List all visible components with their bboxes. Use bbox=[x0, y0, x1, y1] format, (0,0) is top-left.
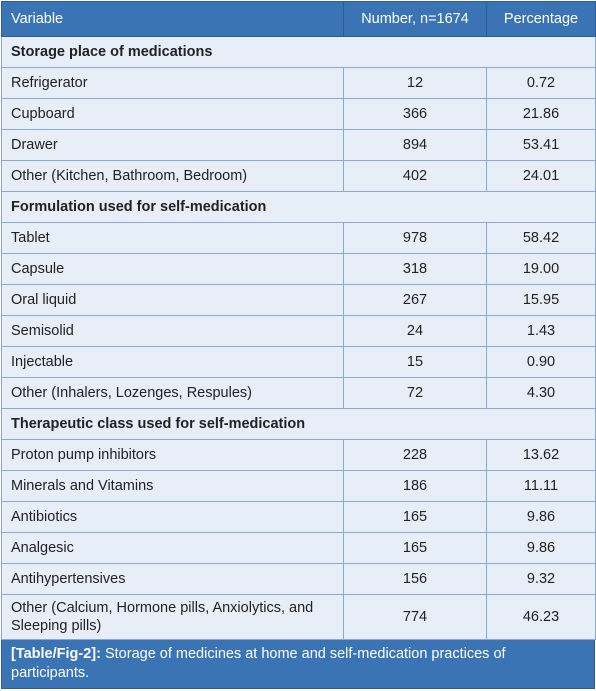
cell-variable: Tablet bbox=[2, 223, 344, 254]
cell-percentage: 53.41 bbox=[487, 130, 596, 161]
cell-number: 894 bbox=[344, 130, 487, 161]
cell-percentage: 15.95 bbox=[487, 285, 596, 316]
cell-percentage: 9.32 bbox=[487, 564, 596, 595]
table-row bbox=[2, 285, 596, 316]
data-table bbox=[1, 1, 596, 640]
cell-variable: Refrigerator bbox=[2, 68, 344, 99]
cell-number: 24 bbox=[344, 316, 487, 347]
cell-number: 978 bbox=[344, 223, 487, 254]
cell-number: 267 bbox=[344, 285, 487, 316]
table-row bbox=[2, 502, 596, 533]
cell-percentage: 21.86 bbox=[487, 99, 596, 130]
cell-percentage: 58.42 bbox=[487, 223, 596, 254]
table-row bbox=[2, 223, 596, 254]
column-header-variable: Variable bbox=[2, 2, 344, 37]
cell-variable: Antihypertensives bbox=[2, 564, 344, 595]
cell-number: 165 bbox=[344, 533, 487, 564]
cell-variable: Injectable bbox=[2, 347, 344, 378]
cell-variable: Oral liquid bbox=[2, 285, 344, 316]
cell-percentage: 46.23 bbox=[487, 595, 596, 640]
table-body bbox=[2, 37, 596, 640]
column-header-percentage: Percentage bbox=[487, 2, 596, 37]
cell-variable: Semisolid bbox=[2, 316, 344, 347]
cell-percentage: 1.43 bbox=[487, 316, 596, 347]
column-header-number: Number, n=1674 bbox=[344, 2, 487, 37]
header-row bbox=[2, 2, 596, 37]
table-row bbox=[2, 471, 596, 502]
cell-variable: Capsule bbox=[2, 254, 344, 285]
section-row bbox=[2, 37, 596, 68]
cell-variable: Proton pump inhibitors bbox=[2, 440, 344, 471]
cell-number: 12 bbox=[344, 68, 487, 99]
section-title: Storage place of medications bbox=[2, 37, 596, 68]
cell-percentage: 24.01 bbox=[487, 161, 596, 192]
cell-number: 228 bbox=[344, 440, 487, 471]
caption-text: Storage of medicines at home and self-medication practices of participants. bbox=[11, 646, 506, 681]
caption-label: [Table/Fig-2]: bbox=[11, 646, 101, 662]
cell-percentage: 0.90 bbox=[487, 347, 596, 378]
cell-variable: Drawer bbox=[2, 130, 344, 161]
table-row bbox=[2, 316, 596, 347]
cell-number: 366 bbox=[344, 99, 487, 130]
cell-number: 186 bbox=[344, 471, 487, 502]
table-row bbox=[2, 130, 596, 161]
table-row bbox=[2, 347, 596, 378]
cell-percentage: 11.11 bbox=[487, 471, 596, 502]
cell-variable: Other (Calcium, Hormone pills, Anxiolytics, and Sleeping pills) bbox=[2, 595, 344, 640]
section-title: Therapeutic class used for self-medication bbox=[2, 409, 596, 440]
table-row bbox=[2, 378, 596, 409]
table-row bbox=[2, 68, 596, 99]
cell-percentage: 19.00 bbox=[487, 254, 596, 285]
cell-number: 165 bbox=[344, 502, 487, 533]
cell-number: 156 bbox=[344, 564, 487, 595]
table-caption bbox=[1, 640, 595, 689]
table-row bbox=[2, 99, 596, 130]
table-row bbox=[2, 595, 596, 640]
section-row bbox=[2, 409, 596, 440]
cell-variable: Antibiotics bbox=[2, 502, 344, 533]
section-title: Formulation used for self-medication bbox=[2, 192, 596, 223]
cell-percentage: 9.86 bbox=[487, 533, 596, 564]
table-row bbox=[2, 533, 596, 564]
cell-number: 72 bbox=[344, 378, 487, 409]
cell-number: 318 bbox=[344, 254, 487, 285]
table-row bbox=[2, 564, 596, 595]
cell-variable: Analgesic bbox=[2, 533, 344, 564]
cell-percentage: 9.86 bbox=[487, 502, 596, 533]
table-figure bbox=[1, 1, 595, 689]
cell-percentage: 4.30 bbox=[487, 378, 596, 409]
cell-variable: Other (Inhalers, Lozenges, Respules) bbox=[2, 378, 344, 409]
table-row bbox=[2, 161, 596, 192]
cell-percentage: 13.62 bbox=[487, 440, 596, 471]
cell-number: 402 bbox=[344, 161, 487, 192]
section-row bbox=[2, 192, 596, 223]
cell-variable: Other (Kitchen, Bathroom, Bedroom) bbox=[2, 161, 344, 192]
cell-number: 15 bbox=[344, 347, 487, 378]
cell-percentage: 0.72 bbox=[487, 68, 596, 99]
cell-number: 774 bbox=[344, 595, 487, 640]
cell-variable: Minerals and Vitamins bbox=[2, 471, 344, 502]
table-row bbox=[2, 440, 596, 471]
table-row bbox=[2, 254, 596, 285]
cell-variable: Cupboard bbox=[2, 99, 344, 130]
